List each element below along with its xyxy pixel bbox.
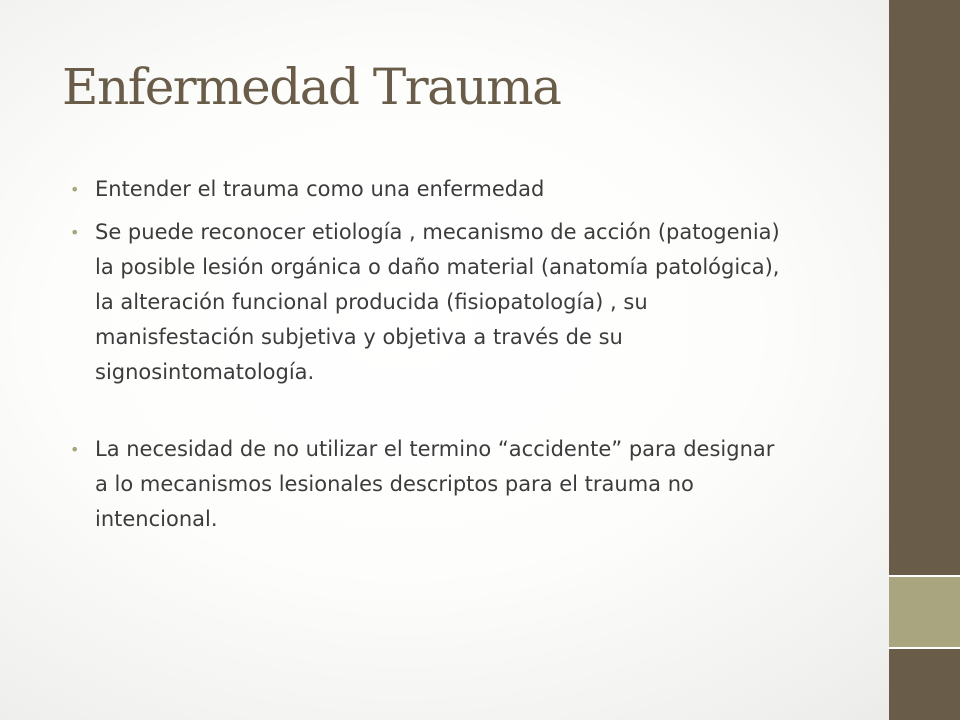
sidebar-divider-upper (889, 575, 960, 577)
sidebar-band-top (889, 0, 960, 576)
bullet-text: La necesidad de no utilizar el termino “accidente” para designar a lo mecanismos lesionales descriptos para el trauma no intencional. (95, 437, 775, 531)
sidebar-divider-lower (889, 647, 960, 649)
bullet-marker: • (70, 440, 80, 459)
bullet-text: Entender el trauma como una enfermedad (95, 177, 545, 201)
bullet-text: Se puede reconocer etiología , mecanismo de acción (patogenia) la posible lesión orgánica o daño material (anatomía patológica), la alteración funcional producida (fisiopatología) , su manisfestación subjetiva y objetiva a través de su signosintomatología. (95, 220, 780, 384)
bullet-item-1 (70, 172, 790, 207)
bullet-item-2 (70, 215, 790, 390)
sidebar-band-accent (889, 576, 960, 648)
slide-title: Enfermedad Trauma (62, 58, 561, 116)
decorative-sidebar (889, 0, 960, 720)
bullet-item-3 (70, 432, 790, 537)
bullet-marker: • (70, 223, 80, 242)
sidebar-band-bottom (889, 648, 960, 720)
bullet-marker: • (70, 180, 80, 199)
bullet-list (70, 172, 790, 537)
